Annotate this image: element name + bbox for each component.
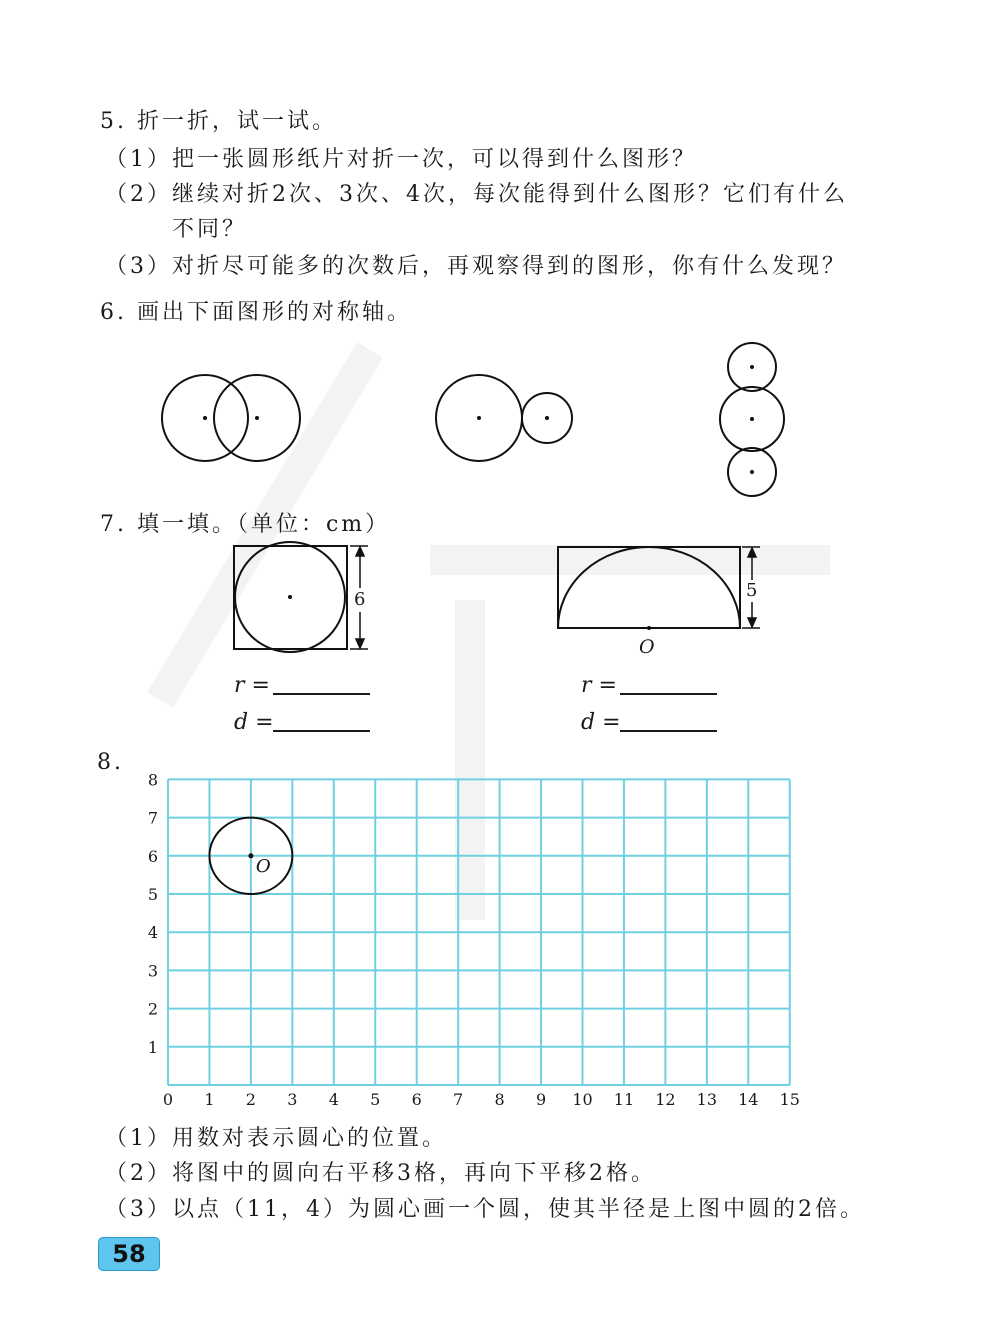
- x-tick-label: 10: [572, 1090, 593, 1109]
- y-tick-label: 3: [147, 961, 158, 981]
- y-tick-label: 6: [147, 846, 158, 866]
- center-dot: [203, 416, 207, 420]
- center-dot: [255, 416, 259, 420]
- q5-item-2: （2）继续对折2次、3次、4次，每次能得到什么图形？它们有什么: [105, 182, 848, 207]
- q7-right-r-label: r =: [581, 673, 617, 698]
- q7-left-d-label: d =: [234, 710, 274, 735]
- q8-item-3: （3）以点（11，4）为圆心画一个圆，使其半径是上图中圆的2倍。: [105, 1197, 865, 1222]
- center-dot: [750, 365, 754, 369]
- y-tick-label: 4: [147, 923, 158, 943]
- grid-circle-center: [248, 853, 253, 858]
- figure-tangent-circles: [436, 375, 572, 461]
- y-tick-label: 5: [147, 885, 158, 904]
- x-tick-label: 6: [411, 1090, 422, 1109]
- q7-left-dimension: 6: [354, 589, 366, 610]
- x-tick-label: 3: [287, 1090, 298, 1109]
- q8-number: 8.: [97, 750, 124, 775]
- q6-title: 6. 画出下面图形的对称轴。: [100, 300, 412, 325]
- center-dot: [647, 626, 651, 630]
- center-dot: [750, 470, 754, 474]
- q5-item-3: （3）对折尽可能多的次数后，再观察得到的图形，你有什么发现？: [105, 254, 847, 279]
- figure-overlapping-circles: [162, 375, 300, 461]
- x-tick-label: 2: [245, 1090, 256, 1109]
- q7-title: 7. 填一填。（单位：cm）: [100, 512, 391, 537]
- q7-right-r-blank[interactable]: [620, 693, 717, 695]
- y-tick-label: 7: [147, 808, 158, 828]
- x-tick-label: 8: [494, 1090, 505, 1109]
- q7-left-r-blank[interactable]: [273, 693, 370, 695]
- x-tick-label: 11: [613, 1090, 635, 1109]
- q7-right-d-blank[interactable]: [620, 730, 717, 732]
- x-tick-label: 9: [535, 1090, 547, 1109]
- q7-right-d-label: d =: [581, 710, 621, 735]
- x-tick-label: 5: [370, 1090, 381, 1109]
- q5-item-1: （1）把一张圆形纸片对折一次，可以得到什么图形？: [105, 147, 697, 172]
- x-tick-label: 7: [453, 1090, 464, 1109]
- q5-title: 5. 折一折，试一试。: [100, 109, 337, 134]
- center-dot: [750, 417, 754, 421]
- q7-right-dimension: 5: [746, 580, 758, 601]
- x-tick-label: 1: [204, 1090, 215, 1109]
- q8-item-2: （2）将图中的圆向右平移3格，再向下平移2格。: [105, 1161, 656, 1186]
- page-number: 58: [98, 1237, 160, 1271]
- q7-center-label: O: [639, 636, 655, 658]
- x-tick-label: 15: [779, 1090, 800, 1109]
- y-tick-label: 2: [147, 999, 158, 1019]
- q8-item-1: （1）用数对表示圆心的位置。: [105, 1126, 447, 1151]
- y-tick-label: 1: [147, 1037, 158, 1057]
- q5-item-2-cont: 不同？: [172, 217, 248, 242]
- q7-left-d-blank[interactable]: [273, 730, 370, 732]
- center-dot: [288, 595, 292, 599]
- grid-circle-center-label: O: [255, 855, 271, 877]
- x-tick-label: 0: [162, 1090, 174, 1109]
- x-tick-label: 13: [696, 1090, 718, 1109]
- y-tick-label: 8: [147, 770, 158, 790]
- q7-left-r-label: r =: [234, 673, 270, 698]
- x-tick-label: 4: [328, 1090, 339, 1109]
- watermark: [160, 350, 830, 920]
- center-dot: [545, 416, 549, 420]
- x-tick-label: 12: [655, 1090, 676, 1109]
- center-dot: [477, 416, 481, 420]
- x-tick-label: 14: [738, 1090, 759, 1109]
